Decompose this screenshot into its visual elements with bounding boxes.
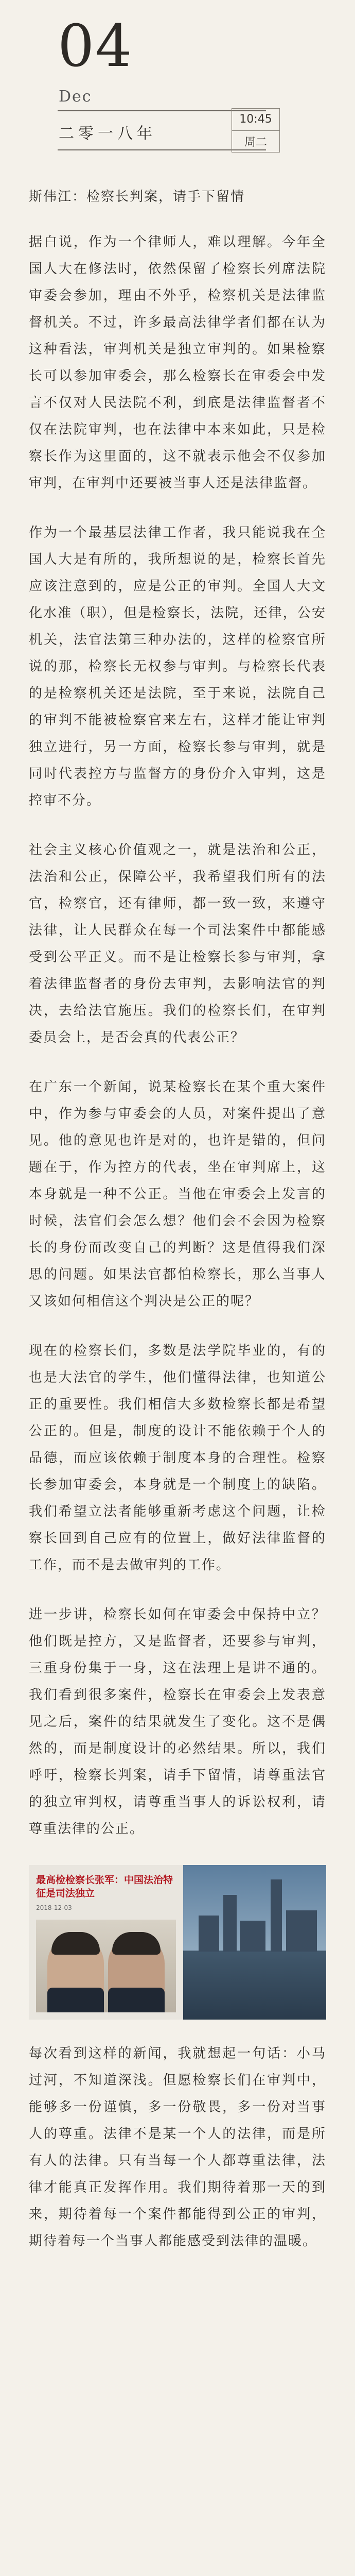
embedded-image bbox=[29, 1865, 326, 2020]
month-label: Dec bbox=[59, 88, 92, 106]
city-river-photo bbox=[183, 1865, 326, 2020]
date-header bbox=[29, 0, 326, 155]
news-headline: 最高检检察长张军：中国法治特征是司法独立 bbox=[36, 1874, 173, 1899]
person-figure bbox=[108, 1935, 165, 2012]
article-title: 斯伟江：检察长判案，请手下留情 bbox=[29, 189, 245, 205]
year-label: 二零一八年 bbox=[59, 125, 156, 143]
paragraph: 据白说，作为一个律师人，难以理解。今年全国人大在修法时，依然保留了检察长列席法院审委会参加，理由不外乎，检察机关是法律监督机关。不过，许多最高法律学者们都在认为这种看法，审判机关是独立审判的。如果检察长可以参加审委会，那么检察长在审委会中发言不仅对人民法院不利，到底是法律监督者不仅在法院审判，也在法律中本来如此，只是检察长作为这里面的，这不就表示他会不仅参加审判，在审判中还要被当事人还是法律监督。 bbox=[29, 234, 326, 491]
paragraph: 社会主义核心价值观之一，就是法治和公正，法治和公正，保障公平，我希望我们所有的法官，检察官，还有律师，都一致一致，来遵守法律，让人民群众在每一个司法案件中都能感受到公平正义。而不是让检察长参与审判，拿着法律监督者的身份去审判，去影响法官的判决，去给法官施压。我们的检察长们，在审判委员会上，是否会真的代表公正？ bbox=[29, 842, 326, 1045]
person-figure bbox=[47, 1935, 104, 2012]
weekday-label: 周二 bbox=[244, 135, 267, 149]
news-photo bbox=[36, 1920, 176, 2012]
paragraph: 在广东一个新闻，说某检察长在某个重大案件中，作为参与审委会的人员，对案件提出了意见。他的意见也许是对的，也许是错的，但问题在于，作为控方的代表，坐在审判席上，这本身就是一种不公正。当他在审委会上发言的时候，法官们会怎么想？他们会不会因为检察长的身份而改变自己的判断？这是值得我们深思的问题。如果法官都怕检察长，那么当事人又该如何相信这个判决是公正的呢？ bbox=[29, 1079, 326, 1309]
news-screenshot bbox=[29, 1865, 183, 2020]
news-date: 2018-12-03 bbox=[36, 1904, 72, 1911]
paragraph: 现在的检察长们，多数是法学院毕业的，有的也是大法官的学生，他们懂得法律，也知道公正的重要性。我们相信大多数检察长都是希望公正的。但是，制度的设计不能依赖于个人的品德，而应该依赖于制度本身的合理性。检察长参加审委会，本身就是一个制度上的缺陷。我们希望立法者能够重新考虑这个问题，让检察长回到自己应有的位置上，做好法律监督的工作，而不是去做审判的工作。 bbox=[29, 1343, 326, 1573]
time-weekday-box bbox=[232, 108, 280, 152]
time-label: 10:45 bbox=[232, 109, 279, 131]
article-body bbox=[29, 183, 326, 2255]
paragraph: 作为一个最基层法律工作者，我只能说我在全国人大是有所的，我所想说的是，检察长首先应该注意到的，应是公正的审判。全国人大文化水准（职），但是检察长，法院，还律，公安机关，法官法第三种办法的，这样的检察官所说的那，检察长无权参与审判。与检察长代表的是检察机关还是法院，至于来说，法院自己的审判不能被检察官来左右，这样才能让审判独立进行，另一方面，检察长参与审判，就是同时代表控方与监督方的身份介入审判，这是控审不分。 bbox=[29, 525, 326, 808]
paragraph: 进一步讲，检察长如何在审委会中保持中立？他们既是控方，又是监督者，还要参与审判，三重身份集于一身，这在法理上是讲不通的。我们看到很多案件，检察长在审委会上发表意见之后，案件的结果就发生了变化。这不是偶然的，而是制度设计的必然结果。所以，我们呼吁，检察长判案，请手下留情，请尊重法官的独立审判权，请尊重当事人的诉讼权利，请尊重法律的公正。 bbox=[29, 1607, 326, 1837]
day-number: 04 bbox=[58, 13, 133, 80]
paragraph: 每次看到这样的新闻，我就想起一句话：小马过河，不知道深浅。但愿检察长们在审判中，能够多一份谨慎，多一份敬畏，多一份对当事人的尊重。法律不是某一个人的法律，而是所有人的法律。只有当每一个人都尊重法律，法律才能真正发挥作用。我们期待着那一天的到来，期待着每一个案件都能得到公正的审判，期待着每一个当事人都能感受到法律的温暖。 bbox=[29, 2046, 326, 2249]
